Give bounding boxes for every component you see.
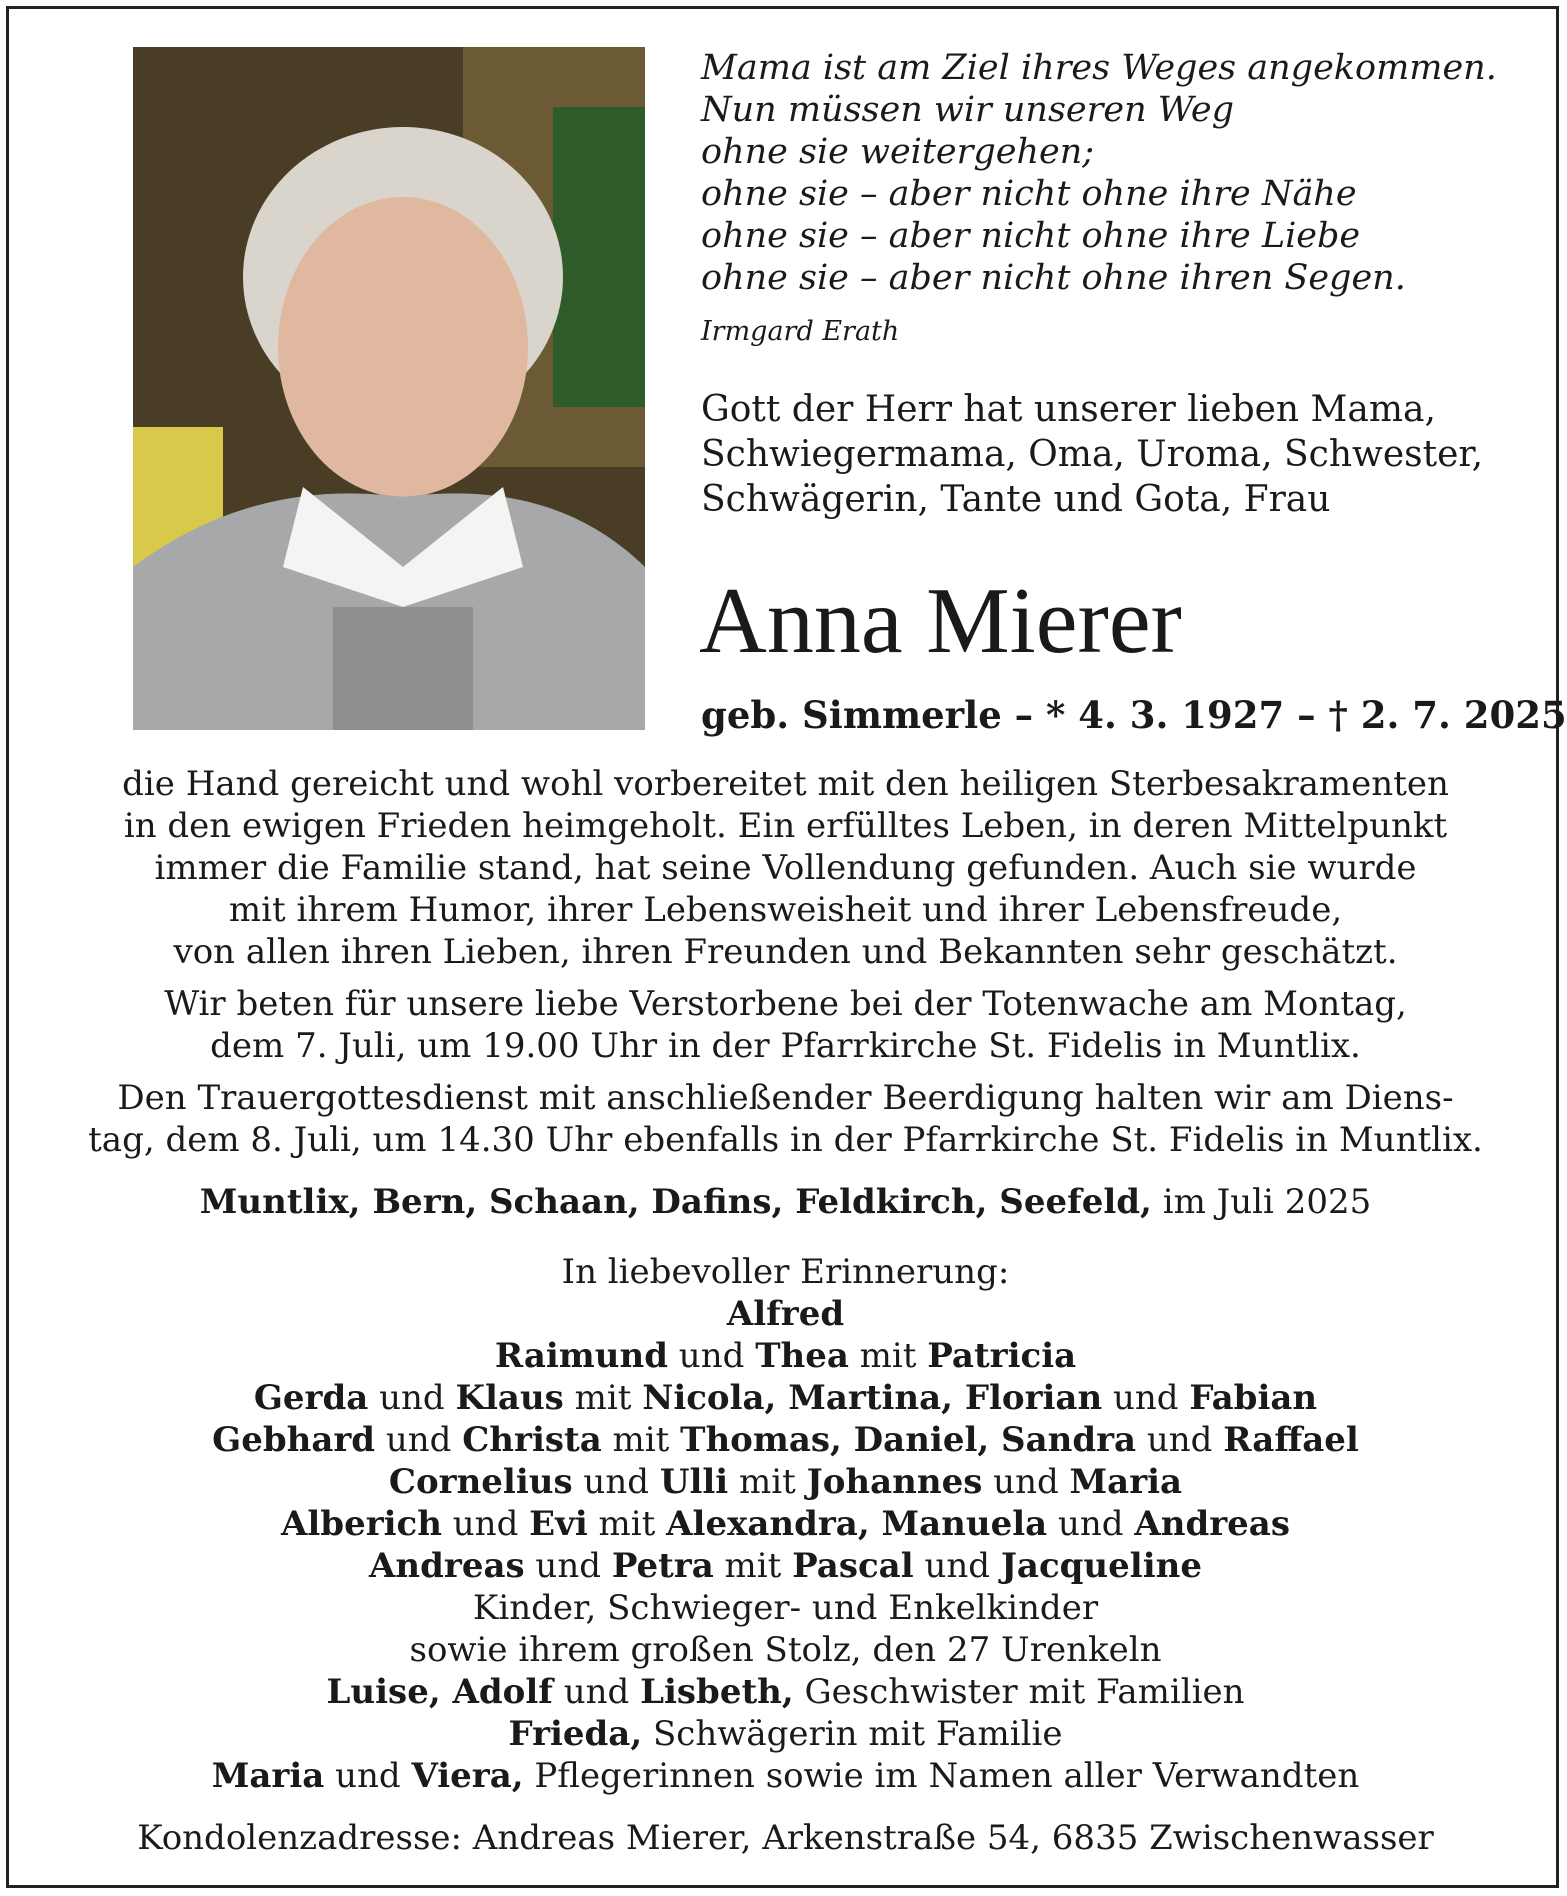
family-members [49,1293,1522,1797]
paragraph-wake [49,983,1522,1067]
family-connector: und [552,1672,641,1712]
portrait-image-icon [133,47,645,730]
family-name: Alfred [726,1294,845,1334]
poem-author: Irmgard Erath [701,316,900,347]
poem [701,47,1541,353]
paragraph-line: Den Trauergottesdienst mit anschließender Beerdigung halten wir am Diens- [117,1078,1454,1118]
family-heading: In liebevoller Erinnerung: [561,1252,1010,1292]
family-name: Gebhard [212,1420,376,1460]
paragraph-line: mit ihrem Humor, ihrer Lebensweisheit und ihrer Lebensfreude, [228,890,1343,930]
family-member-line [49,1755,1522,1797]
family-name: Lisbeth, [640,1672,794,1712]
family-name: Maria [211,1756,325,1796]
poem-line: ohne sie weitergehen; [701,132,1095,172]
family-member-line [49,1293,1522,1335]
family-name: Pascal [792,1546,914,1586]
family-connector: und [375,1420,463,1460]
obituary-body [49,763,1522,1859]
deceased-dates: geb. Simmerle – * 4. 3. 1927 – † 2. 7. 2025 [701,693,1567,737]
family-connector: und [668,1336,756,1376]
family-name: Raffael [1223,1420,1359,1460]
places-and-date [49,1181,1522,1223]
intro-text [701,387,1484,522]
family-name: Gerda [253,1378,369,1418]
family-name: Ulli [659,1462,729,1502]
family-connector: und [324,1756,412,1796]
family-connector: Pflegerinnen sowie im Namen aller Verwandten [523,1756,1360,1796]
family-connector: mit [601,1420,681,1460]
family-connector: sowie ihrem großen Stolz, den 27 Urenkeln [409,1630,1162,1670]
family-connector: mit [563,1378,643,1418]
family-member-line [49,1335,1522,1377]
family-name: Fabian [1189,1378,1318,1418]
family-name: Alberich [281,1504,442,1544]
family-connector: und [572,1462,660,1502]
family-member-line [49,1545,1522,1587]
family-member-line [49,1713,1522,1755]
family-name: Alexandra, Manuela [666,1504,1048,1544]
poem-line: ohne sie – aber nicht ohne ihre Liebe [701,216,1361,256]
family-connector: Geschwister mit Familien [793,1672,1245,1712]
family-member-line [49,1587,1522,1629]
family-name: Cornelius [388,1462,573,1502]
family-member-line [49,1461,1522,1503]
paragraph-line: von allen ihren Lieben, ihren Freunden und Bekannten sehr geschätzt. [173,932,1398,972]
family-member-line [49,1629,1522,1671]
family-connector: und [1047,1504,1135,1544]
paragraph-funeral [49,1077,1522,1161]
date-of-notice: im Juli 2025 [1151,1182,1372,1222]
family-name: Evi [529,1504,588,1544]
family-connector: mit [848,1336,928,1376]
family-member-line [49,1503,1522,1545]
family-connector: und [982,1462,1070,1502]
poem-line: ohne sie – aber nicht ohne ihren Segen. [701,258,1406,298]
family-name: Maria [1069,1462,1183,1502]
intro-line: Gott der Herr hat unserer lieben Mama, [701,389,1436,430]
portrait-photo [133,47,645,730]
family-name: Frieda, [508,1714,643,1754]
family-name: Christa [462,1420,602,1460]
family-list [49,1251,1522,1797]
family-connector: und [368,1378,456,1418]
family-connector: mit [587,1504,667,1544]
paragraph-line: immer die Familie stand, hat seine Vollendung gefunden. Auch sie wurde [154,848,1417,888]
family-name: Klaus [455,1378,564,1418]
condolence-address: Kondolenzadresse: Andreas Mierer, Arkenstraße 54, 6835 Zwischenwasser [137,1818,1434,1858]
poem-line: Nun müssen wir unseren Weg [701,90,1234,130]
poem-line: ohne sie – aber nicht ohne ihre Nähe [701,174,1357,214]
family-connector: mit [728,1462,807,1502]
obituary-card [6,6,1567,1888]
family-connector: mit [713,1546,793,1586]
family-name: Patricia [927,1336,1077,1376]
family-connector: Schwägerin mit Familie [642,1714,1063,1754]
paragraph-line: die Hand gereicht und wohl vorbereitet mit den heiligen Sterbesakramenten [122,764,1449,804]
family-connector: und [1102,1378,1190,1418]
family-member-line [49,1419,1522,1461]
poem-line: Mama ist am Ziel ihres Weges angekommen. [701,48,1497,88]
family-name: Luise, Adolf [326,1672,553,1712]
family-name: Andreas [369,1546,525,1586]
family-connector: und [913,1546,1001,1586]
places-list: Muntlix, Bern, Schaan, Dafins, Feldkirch, Seefeld, [199,1182,1152,1222]
family-name: Johannes [806,1462,983,1502]
family-connector: und [524,1546,612,1586]
family-member-line [49,1377,1522,1419]
paragraph-line: in den ewigen Frieden heimgeholt. Ein erfülltes Leben, in deren Mittelpunkt [123,806,1448,846]
family-name: Viera, [411,1756,524,1796]
paragraph-announcement [49,763,1522,973]
paragraph-line: Wir beten für unsere liebe Verstorbene bei der Totenwache am Montag, [164,984,1407,1024]
family-member-line [49,1671,1522,1713]
family-name: Jacqueline [1000,1546,1202,1586]
intro-line: Schwiegermama, Oma, Uroma, Schwester, [701,434,1484,475]
family-connector: und [1136,1420,1224,1460]
deceased-name: Anna Mierer [699,569,1182,673]
family-connector: und [441,1504,530,1544]
intro-line: Schwägerin, Tante und Gota, Frau [701,479,1331,520]
paragraph-line: tag, dem 8. Juli, um 14.30 Uhr ebenfalls in der Pfarrkirche St. Fidelis in Muntlix. [88,1120,1483,1160]
family-connector: Kinder, Schwieger- und Enkelkinder [472,1588,1099,1628]
family-name: Raimund [494,1336,668,1376]
family-name: Nicola, Martina, Florian [642,1378,1103,1418]
family-name: Thea [755,1336,849,1376]
paragraph-line: dem 7. Juli, um 19.00 Uhr in der Pfarrkirche St. Fidelis in Muntlix. [210,1026,1361,1066]
family-name: Petra [611,1546,714,1586]
family-name: Thomas, Daniel, Sandra [680,1420,1137,1460]
family-name: Andreas [1134,1504,1290,1544]
